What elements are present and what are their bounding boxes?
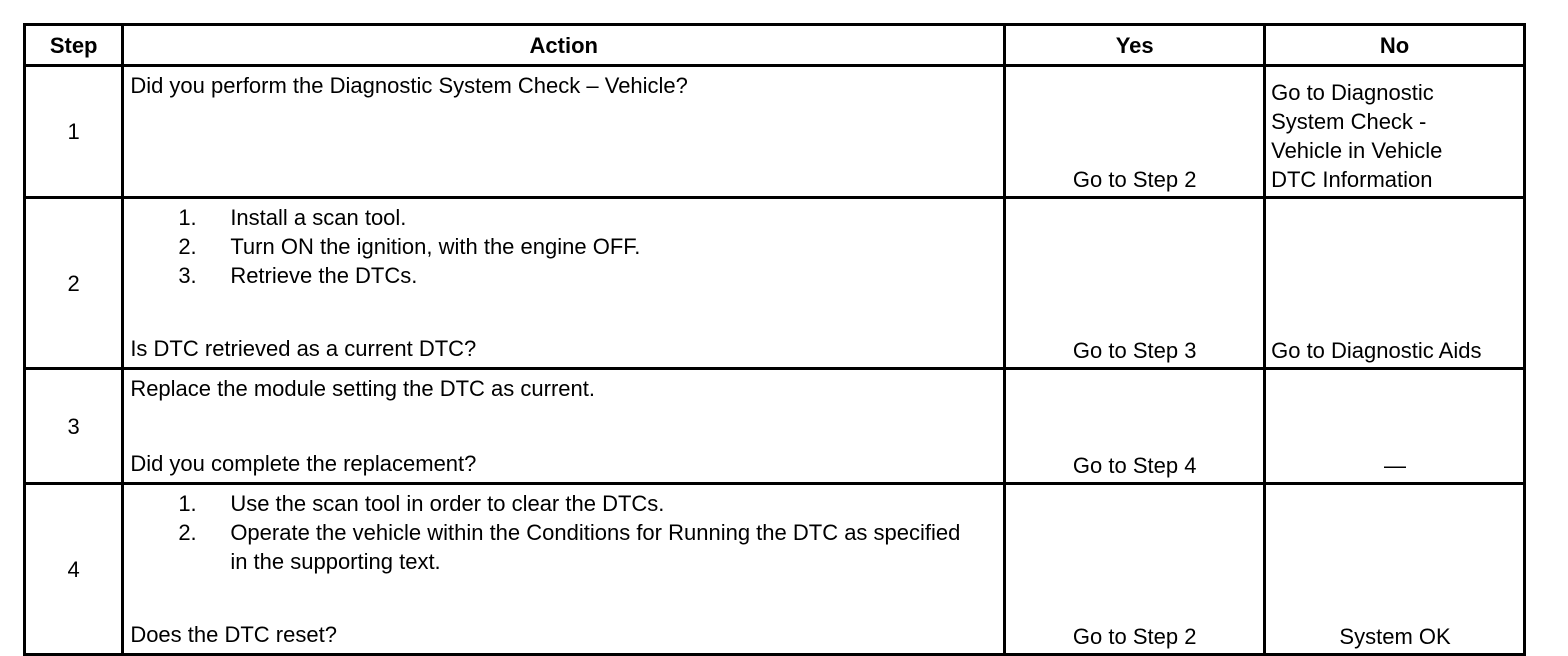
action-steps-list (130, 203, 997, 290)
list-item-text: Operate the vehicle within the Conditions for Running the DTC as specified in the supporting text. (230, 520, 961, 574)
step-number: 4 (25, 484, 123, 655)
table-row (25, 66, 1525, 198)
diagnostic-table (23, 23, 1526, 656)
action-cell (123, 369, 1005, 484)
list-item-text: Install a scan tool. (230, 205, 407, 230)
step-number: 2 (25, 198, 123, 369)
table-row (25, 198, 1525, 369)
list-item-number: 3. (178, 263, 197, 288)
list-item-text: Turn ON the ignition, with the engine OFF. (230, 234, 641, 259)
header-no: No (1265, 25, 1525, 66)
list-item (130, 518, 997, 576)
list-item-number: 2. (178, 520, 197, 545)
yes-result: Go to Step 2 (1005, 484, 1265, 655)
list-item (130, 261, 997, 290)
no-result-line: System Check - (1271, 109, 1427, 134)
yes-result: Go to Step 3 (1005, 198, 1265, 369)
table-row (25, 369, 1525, 484)
no-result: System OK (1265, 484, 1525, 655)
action-question: Does the DTC reset? (130, 622, 337, 647)
list-item (130, 489, 997, 518)
no-result-line: Vehicle in Vehicle (1271, 138, 1443, 163)
table-row (25, 484, 1525, 655)
no-result: — (1265, 369, 1525, 484)
no-result: Go to Diagnostic Aids (1265, 198, 1525, 369)
header-yes: Yes (1005, 25, 1265, 66)
no-result (1265, 66, 1525, 198)
action-text: Did you perform the Diagnostic System Check – Vehicle? (130, 73, 688, 98)
step-number: 1 (25, 66, 123, 198)
header-step: Step (25, 25, 123, 66)
yes-result: Go to Step 2 (1005, 66, 1265, 198)
list-item (130, 232, 997, 261)
list-item-number: 2. (178, 234, 197, 259)
action-question: Did you complete the replacement? (130, 451, 477, 476)
header-action: Action (123, 25, 1005, 66)
action-question: Is DTC retrieved as a current DTC? (130, 336, 477, 361)
list-item-text: Retrieve the DTCs. (230, 263, 418, 288)
list-item (130, 203, 997, 232)
list-item-number: 1. (178, 491, 197, 516)
action-text: Replace the module setting the DTC as current. (130, 376, 595, 401)
action-steps-list (130, 489, 997, 576)
list-item-text: Use the scan tool in order to clear the DTCs. (230, 491, 665, 516)
list-item-number: 1. (178, 205, 197, 230)
no-result-line: DTC Information (1271, 167, 1433, 192)
yes-result: Go to Step 4 (1005, 369, 1265, 484)
header-row (25, 25, 1525, 66)
no-result-line: Go to Diagnostic (1271, 80, 1434, 105)
action-cell (123, 66, 1005, 198)
step-number: 3 (25, 369, 123, 484)
action-cell (123, 198, 1005, 369)
action-cell (123, 484, 1005, 655)
